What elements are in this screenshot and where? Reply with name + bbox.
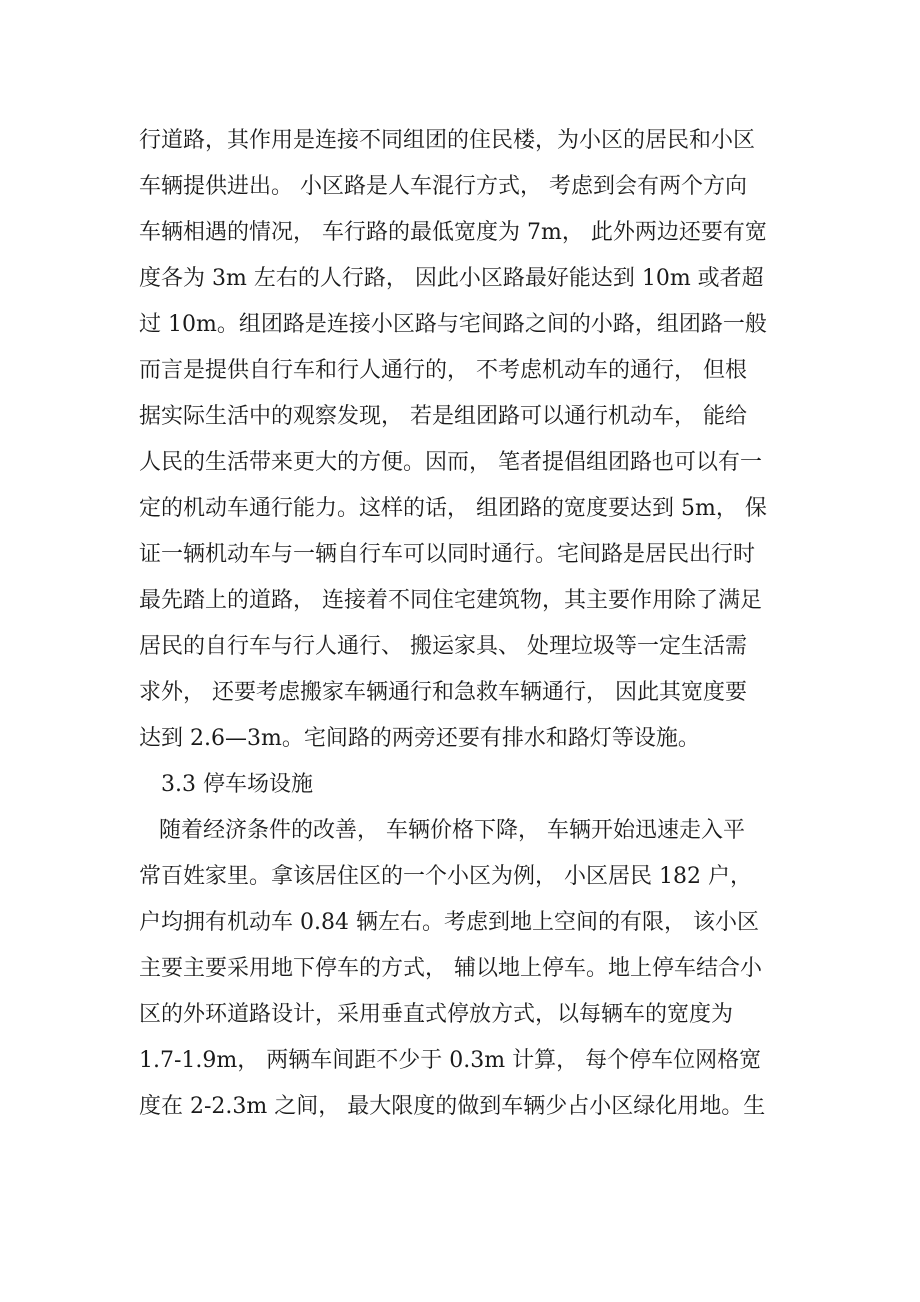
text-line: 常百姓家里。拿该居住区的一个小区为例， 小区居民 182 户， — [139, 864, 752, 889]
text-line: 1.7-1.9m， 两辆车间距不少于 0.3m 计算， 每个停车位网格宽 — [139, 1048, 762, 1073]
text-line: 而言是提供自行车和行人通行的， 不考虑机动车的通行， 但根 — [139, 358, 747, 383]
text-line: 求外， 还要考虑搬家车辆通行和急救车辆通行， 因此其宽度要 — [139, 680, 747, 705]
text-line: 区的外环道路设计，采用垂直式停放方式，以每辆车的宽度为 — [139, 1002, 734, 1027]
text-line: 度在 2-2.3m 之间， 最大限度的做到车辆少占小区绿化用地。生 — [139, 1094, 766, 1119]
text-line: 最先踏上的道路， 连接着不同住宅建筑物，其主要作用除了满足 — [139, 588, 762, 613]
section-heading: 3.3 停车场设施 — [161, 772, 313, 797]
text-line: 随着经济条件的改善， 车辆价格下降， 车辆开始迅速走入平 — [159, 818, 745, 843]
text-line: 车辆提供进出。 小区路是人车混行方式， 考虑到会有两个方向 — [139, 174, 747, 199]
text-line: 主要主要采用地下停车的方式， 辅以地上停车。地上停车结合小 — [139, 956, 762, 981]
text-line: 居民的自行车与行人通行、 搬运家具、 处理垃圾等一定生活需 — [139, 634, 747, 659]
text-line: 证一辆机动车与一辆自行车可以同时通行。宅间路是居民出行时 — [139, 542, 756, 567]
text-line: 定的机动车通行能力。这样的话， 组团路的宽度要达到 5m， 保 — [139, 496, 767, 521]
text-line: 车辆相遇的情况， 车行路的最低宽度为 7m， 此外两边还要有宽 — [139, 220, 767, 245]
text-line: 过 10m。组团路是连接小区路与宅间路之间的小路，组团路一般 — [139, 312, 767, 337]
text-line: 达到 2.6—3m。宅间路的两旁还要有排水和路灯等设施。 — [139, 726, 700, 751]
text-line: 人民的生活带来更大的方便。因而， 笔者提倡组团路也可以有一 — [139, 450, 762, 475]
body-text — [139, 118, 779, 1130]
text-line: 户均拥有机动车 0.84 辆左右。考虑到地上空间的有限， 该小区 — [139, 910, 759, 935]
text-line: 行道路，其作用是连接不同组团的住民楼，为小区的居民和小区 — [139, 128, 756, 153]
text-line: 度各为 3m 左右的人行路， 因此小区路最好能达到 10m 或者超 — [139, 266, 764, 291]
text-line: 据实际生活中的观察发现， 若是组团路可以通行机动车， 能给 — [139, 404, 747, 429]
